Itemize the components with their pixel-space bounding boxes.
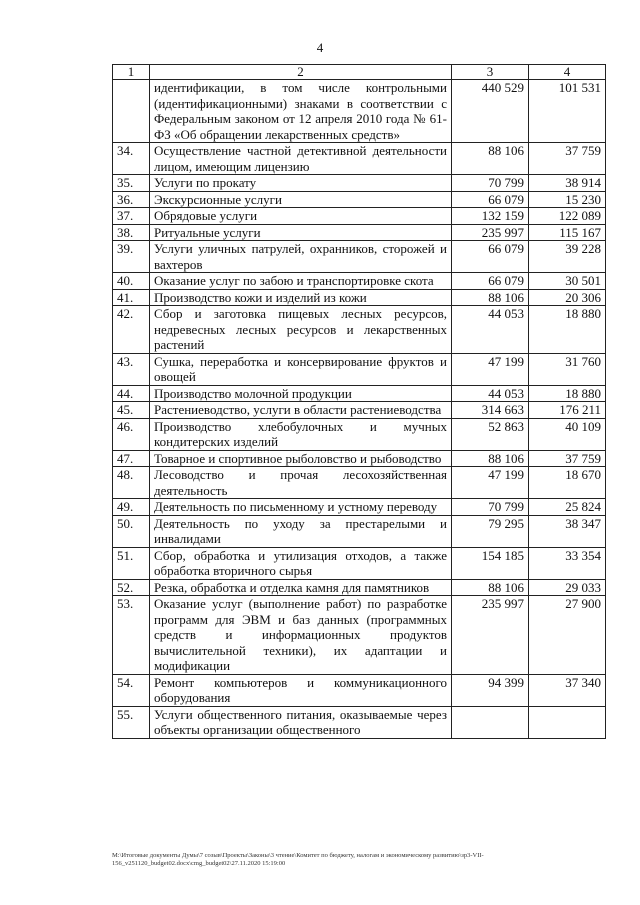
service-name: Услуги уличных патрулей, охранников, сторожей и вахтеров [150,241,452,273]
table-row [113,208,606,225]
value-col4: 18 880 [529,385,606,402]
service-name: Услуги общественного питания, оказываемые через объекты организации общественного [150,706,452,738]
column-header-2: 2 [150,65,452,80]
service-name: Осуществление частной детективной деятельности лицом, имеющим лицензию [150,143,452,175]
table-row [113,418,606,450]
row-number: 49. [113,499,150,516]
service-name: Сушка, переработка и консервирование фруктов и овощей [150,353,452,385]
value-col3: 314 663 [452,402,529,419]
value-col4: 38 914 [529,175,606,192]
row-number: 41. [113,289,150,306]
row-number: 53. [113,596,150,675]
value-col4: 38 347 [529,515,606,547]
service-name: Ритуальные услуги [150,224,452,241]
table-row [113,499,606,516]
table-row [113,306,606,354]
table-row [113,80,606,143]
table-row [113,191,606,208]
table-row [113,402,606,419]
service-name: Производство молочной продукции [150,385,452,402]
value-col3: 70 799 [452,499,529,516]
table-row [113,224,606,241]
row-number: 44. [113,385,150,402]
row-number: 40. [113,273,150,290]
table-header-row [113,65,606,80]
table-row [113,706,606,738]
table-row [113,467,606,499]
row-number: 42. [113,306,150,354]
value-col3: 235 997 [452,596,529,675]
table-row [113,273,606,290]
table-row [113,241,606,273]
table-row [113,579,606,596]
value-col4: 18 670 [529,467,606,499]
value-col3: 44 053 [452,385,529,402]
table-row [113,547,606,579]
row-number: 50. [113,515,150,547]
table-row [113,385,606,402]
service-name: Экскурсионные услуги [150,191,452,208]
table-row [113,143,606,175]
value-col4: 37 759 [529,143,606,175]
service-name: Товарное и спортивное рыболовство и рыбоводство [150,450,452,467]
value-col3: 88 106 [452,450,529,467]
value-col4 [529,706,606,738]
row-number: 52. [113,579,150,596]
service-name: Деятельность по письменному и устному переводу [150,499,452,516]
table-row [113,596,606,675]
value-col4: 37 759 [529,450,606,467]
service-name: Растениеводство, услуги в области растениеводства [150,402,452,419]
value-col3: 47 199 [452,467,529,499]
row-number: 47. [113,450,150,467]
table-row [113,515,606,547]
value-col4: 27 900 [529,596,606,675]
value-col3: 132 159 [452,208,529,225]
value-col4: 31 760 [529,353,606,385]
row-number: 46. [113,418,150,450]
value-col3: 440 529 [452,80,529,143]
row-number: 34. [113,143,150,175]
value-col4: 40 109 [529,418,606,450]
value-col4: 18 880 [529,306,606,354]
value-col3: 88 106 [452,579,529,596]
row-number [113,80,150,143]
value-col4: 15 230 [529,191,606,208]
service-name: Производство хлебобулочных и мучных кондитерских изделий [150,418,452,450]
service-name: Услуги по прокату [150,175,452,192]
value-col4: 122 089 [529,208,606,225]
service-name: Сбор и заготовка пищевых лесных ресурсов, недревесных лесных ресурсов и лекарственных растений [150,306,452,354]
row-number: 36. [113,191,150,208]
row-number: 37. [113,208,150,225]
table-row [113,674,606,706]
table-row [113,450,606,467]
service-name: Ремонт компьютеров и коммуникационного оборудования [150,674,452,706]
value-col3: 66 079 [452,273,529,290]
value-col4: 101 531 [529,80,606,143]
row-number: 48. [113,467,150,499]
value-col4: 20 306 [529,289,606,306]
value-col3: 88 106 [452,143,529,175]
value-col4: 29 033 [529,579,606,596]
service-name: Резка, обработка и отделка камня для памятников [150,579,452,596]
table-row [113,175,606,192]
row-number: 38. [113,224,150,241]
value-col4: 25 824 [529,499,606,516]
row-number: 54. [113,674,150,706]
row-number: 39. [113,241,150,273]
service-name: Лесоводство и прочая лесохозяйственная деятельность [150,467,452,499]
value-col3 [452,706,529,738]
row-number: 51. [113,547,150,579]
tariff-table [112,64,606,739]
row-number: 45. [113,402,150,419]
service-name: Деятельность по уходу за престарелыми и инвалидами [150,515,452,547]
document-path-footer: M:\Итоговые документы Думы\7 созыв\Проекты\Законы\3 чтение\Комитет по бюджету, налогам и экономическому развитию\зр3-VII-156_v251120_budget02.docx\cmg_budget02\27.11.2020 15:19:00 [112,852,484,867]
value-col3: 66 079 [452,241,529,273]
table-row [113,289,606,306]
service-name: Оказание услуг (выполнение работ) по разработке программ для ЭВМ и баз данных (программных средств и информационных продуктов вычислительной техники), их адаптации и модификации [150,596,452,675]
value-col4: 30 501 [529,273,606,290]
value-col3: 88 106 [452,289,529,306]
column-header-1: 1 [113,65,150,80]
service-name: Сбор, обработка и утилизация отходов, а также обработка вторичного сырья [150,547,452,579]
value-col3: 44 053 [452,306,529,354]
value-col3: 154 185 [452,547,529,579]
value-col4: 39 228 [529,241,606,273]
value-col4: 115 167 [529,224,606,241]
value-col3: 70 799 [452,175,529,192]
service-name: идентификации, в том числе контрольными (идентификационными) знаками в соответствии с Федеральным законом от 12 апреля 2010 года № 61-ФЗ «Об обращении лекарственных средств» [150,80,452,143]
column-header-4: 4 [529,65,606,80]
value-col3: 52 863 [452,418,529,450]
value-col4: 33 354 [529,547,606,579]
value-col3: 235 997 [452,224,529,241]
value-col4: 37 340 [529,674,606,706]
row-number: 55. [113,706,150,738]
service-name: Оказание услуг по забою и транспортировке скота [150,273,452,290]
value-col3: 79 295 [452,515,529,547]
table-row [113,353,606,385]
value-col3: 66 079 [452,191,529,208]
value-col3: 94 399 [452,674,529,706]
service-name: Производство кожи и изделий из кожи [150,289,452,306]
service-name: Обрядовые услуги [150,208,452,225]
page-number: 4 [316,40,324,55]
row-number: 35. [113,175,150,192]
value-col4: 176 211 [529,402,606,419]
value-col3: 47 199 [452,353,529,385]
row-number: 43. [113,353,150,385]
column-header-3: 3 [452,65,529,80]
